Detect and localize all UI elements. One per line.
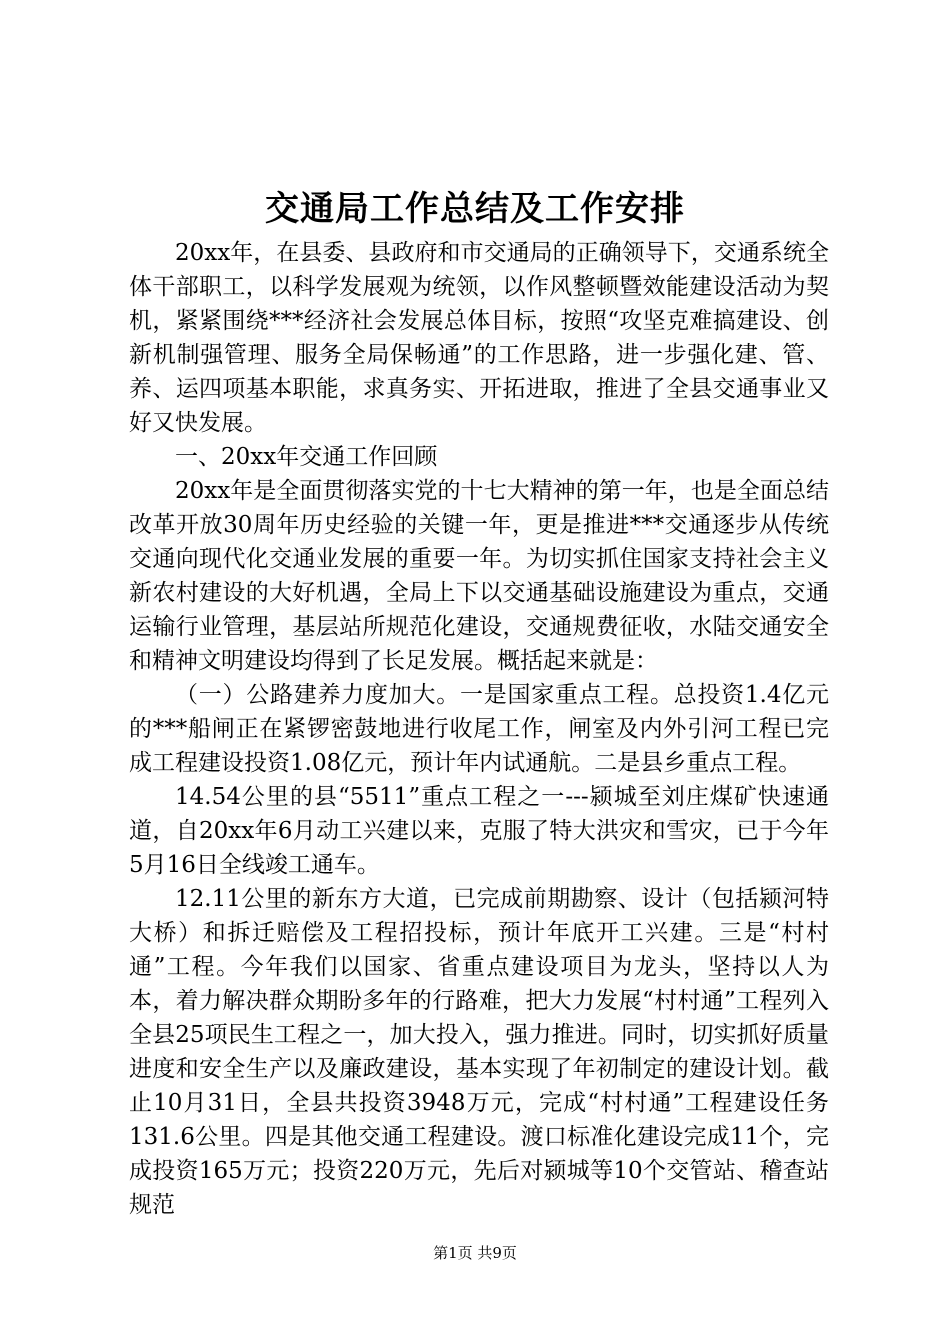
paragraph-expressway: 14.54公里的县“5511”重点工程之一---颍城至刘庄煤矿快速通道，自20xx年6月动工兴建以来，克服了特大洪灾和雪灾，已于今年5月16日全线竣工通车。: [129, 784, 829, 878]
page-number-footer: 第1页 共9页: [433, 1244, 517, 1262]
section-heading: 一、20xx年交通工作回顾: [175, 444, 438, 470]
document-title: 交通局工作总结及工作安排: [265, 189, 685, 229]
document-body: [129, 236, 829, 1222]
paragraph-intro: 20xx年，在县委、县政府和市交通局的正确领导下，交通系统全体干部职工，以科学发展观为统领，以作风整顿暨效能建设活动为契机，紧紧围绕***经济社会发展总体目标，按照“攻坚克难搞建设、创新机制强管理、服务全局保畅通”的工作思路，进一步强化建、管、养、运四项基本职能，求真务实、开拓进取，推进了全县交通事业又好又快发展。: [129, 240, 829, 436]
paragraph-avenue: 12.11公里的新东方大道，已完成前期勘察、设计（包括颍河特大桥）和拆迁赔偿及工程招投标，预计年底开工兴建。三是“村村通”工程。今年我们以国家、省重点建设项目为龙头，坚持以人为本，着力解决群众期盼多年的行路难，把大力发展“村村通”工程列入全县25项民生工程之一，加大投入，强力推进。同时，切实抓好质量进度和安全生产以及廉政建设，基本实现了年初制定的建设计划。截止10月31日，全县共投资3948万元，完成“村村通”工程建设任务131.6公里。四是其他交通工程建设。渡口标准化建设完成11个，完成投资165万元；投资220万元，先后对颍城等10个交管站、稽查站规范: [129, 886, 829, 1218]
paragraph-review: 20xx年是全面贯彻落实党的十七大精神的第一年，也是全面总结改革开放30周年历史经验的关键一年，更是推进***交通逐步从传统交通向现代化交通业发展的重要一年。为切实抓住国家支持社会主义新农村建设的大好机遇，全局上下以交通基础设施建设为重点，交通运输行业管理，基层站所规范化建设，交通规费征收，水陆交通安全和精神文明建设均得到了长足发展。概括起来就是：: [129, 478, 829, 674]
paragraph-highway: （一）公路建养力度加大。一是国家重点工程。总投资1.4亿元的***船闸正在紧锣密鼓地进行收尾工作，闸室及内外引河工程已完成工程建设投资1.08亿元，预计年内试通航。二是县乡重点工程。: [129, 682, 829, 776]
